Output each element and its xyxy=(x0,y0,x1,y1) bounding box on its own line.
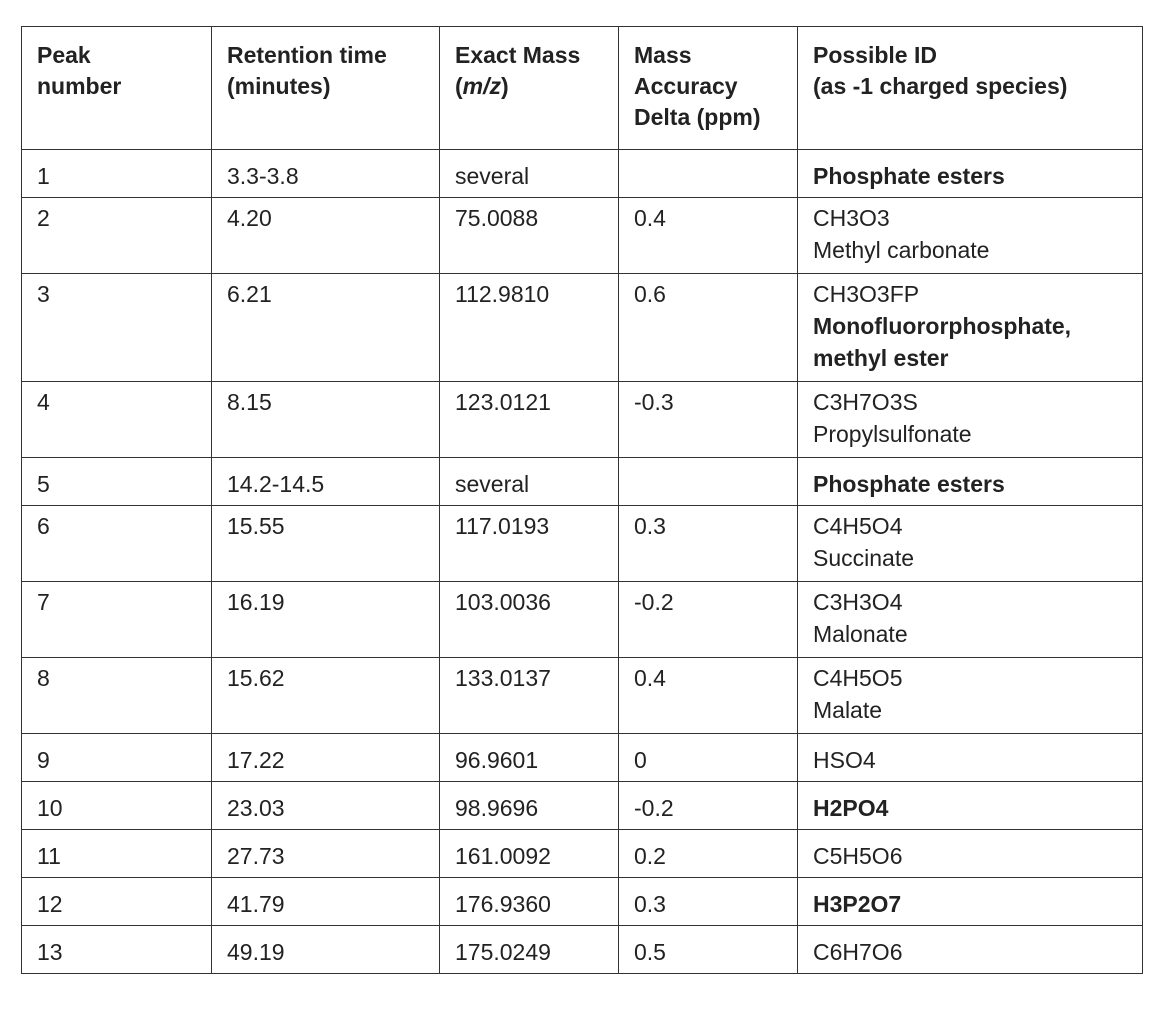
cell-exact-mass: 98.9696 xyxy=(440,782,619,830)
cell-exact-mass: 75.0088 xyxy=(440,198,619,274)
cell-peak-number: 9 xyxy=(22,734,212,782)
cell-possible-id xyxy=(798,458,1143,506)
header-text: Retention time xyxy=(227,42,387,68)
cell-possible-id xyxy=(798,782,1143,830)
peak-id-table xyxy=(21,26,1143,974)
table-row xyxy=(22,274,1143,382)
cell-retention-time: 15.62 xyxy=(212,658,440,734)
id-name: Malate xyxy=(813,697,883,723)
id-formula: C4H5O4 xyxy=(813,513,903,539)
cell-peak-number: 13 xyxy=(22,926,212,974)
header-exact-mass xyxy=(440,27,619,150)
header-text-italic: m/z xyxy=(462,73,502,99)
cell-retention-time: 23.03 xyxy=(212,782,440,830)
header-text: ) xyxy=(501,73,509,99)
cell-possible-id xyxy=(798,734,1143,782)
cell-possible-id xyxy=(798,382,1143,458)
table-header-row xyxy=(22,27,1143,150)
table-row xyxy=(22,458,1143,506)
cell-peak-number: 3 xyxy=(22,274,212,382)
table-row xyxy=(22,150,1143,198)
cell-exact-mass: 103.0036 xyxy=(440,582,619,658)
cell-retention-time: 4.20 xyxy=(212,198,440,274)
cell-mass-delta: 0.5 xyxy=(619,926,798,974)
cell-mass-delta: 0.3 xyxy=(619,878,798,926)
cell-retention-time: 15.55 xyxy=(212,506,440,582)
cell-retention-time: 27.73 xyxy=(212,830,440,878)
cell-retention-time: 14.2-14.5 xyxy=(212,458,440,506)
cell-exact-mass: 117.0193 xyxy=(440,506,619,582)
header-mass-accuracy xyxy=(619,27,798,150)
cell-mass-delta: 0.3 xyxy=(619,506,798,582)
cell-exact-mass: 161.0092 xyxy=(440,830,619,878)
cell-mass-delta: 0.2 xyxy=(619,830,798,878)
cell-retention-time: 8.15 xyxy=(212,382,440,458)
header-text: Delta (ppm) xyxy=(634,104,761,130)
id-name: C5H5O6 xyxy=(813,843,903,869)
cell-mass-delta: 0.4 xyxy=(619,658,798,734)
cell-peak-number: 7 xyxy=(22,582,212,658)
cell-mass-delta: 0 xyxy=(619,734,798,782)
cell-possible-id xyxy=(798,582,1143,658)
cell-mass-delta xyxy=(619,458,798,506)
cell-peak-number: 5 xyxy=(22,458,212,506)
header-text: Mass xyxy=(634,42,692,68)
id-formula: C3H7O3S xyxy=(813,389,918,415)
id-name: Monofluororphosphate, xyxy=(813,313,1072,339)
table-row xyxy=(22,782,1143,830)
id-name: Phosphate esters xyxy=(813,471,1005,497)
table-row xyxy=(22,582,1143,658)
table-row xyxy=(22,878,1143,926)
id-name: C6H7O6 xyxy=(813,939,903,965)
cell-retention-time: 3.3-3.8 xyxy=(212,150,440,198)
cell-peak-number: 12 xyxy=(22,878,212,926)
id-name: HSO4 xyxy=(813,747,876,773)
id-formula: C4H5O5 xyxy=(813,665,903,691)
cell-possible-id xyxy=(798,150,1143,198)
id-name: Propylsulfonate xyxy=(813,421,972,447)
header-text: Exact Mass xyxy=(455,42,581,68)
id-name: Phosphate esters xyxy=(813,163,1005,189)
header-text: (as -1 charged species) xyxy=(813,73,1068,99)
cell-exact-mass: 112.9810 xyxy=(440,274,619,382)
cell-retention-time: 49.19 xyxy=(212,926,440,974)
cell-mass-delta xyxy=(619,150,798,198)
cell-possible-id xyxy=(798,198,1143,274)
header-text: Possible ID xyxy=(813,42,937,68)
table-body xyxy=(22,150,1143,974)
cell-possible-id xyxy=(798,274,1143,382)
id-name-continued: methyl ester xyxy=(813,345,949,371)
id-name: Succinate xyxy=(813,545,915,571)
cell-mass-delta: -0.2 xyxy=(619,782,798,830)
cell-exact-mass: 175.0249 xyxy=(440,926,619,974)
cell-exact-mass: 176.9360 xyxy=(440,878,619,926)
id-name: H3P2O7 xyxy=(813,891,902,917)
cell-retention-time: 41.79 xyxy=(212,878,440,926)
table-row xyxy=(22,926,1143,974)
cell-mass-delta: 0.4 xyxy=(619,198,798,274)
header-text: ( xyxy=(455,73,463,99)
cell-peak-number: 8 xyxy=(22,658,212,734)
id-name: H2PO4 xyxy=(813,795,889,821)
header-text: Peak xyxy=(37,42,91,68)
cell-possible-id xyxy=(798,830,1143,878)
cell-exact-mass: 96.9601 xyxy=(440,734,619,782)
cell-retention-time: 16.19 xyxy=(212,582,440,658)
table-row xyxy=(22,734,1143,782)
cell-possible-id xyxy=(798,506,1143,582)
cell-retention-time: 17.22 xyxy=(212,734,440,782)
cell-peak-number: 10 xyxy=(22,782,212,830)
header-peak-number xyxy=(22,27,212,150)
cell-exact-mass: several xyxy=(440,150,619,198)
cell-possible-id xyxy=(798,878,1143,926)
id-name: Methyl carbonate xyxy=(813,237,990,263)
header-possible-id xyxy=(798,27,1143,150)
id-formula: C3H3O4 xyxy=(813,589,903,615)
cell-exact-mass: 123.0121 xyxy=(440,382,619,458)
cell-peak-number: 4 xyxy=(22,382,212,458)
cell-peak-number: 11 xyxy=(22,830,212,878)
cell-peak-number: 2 xyxy=(22,198,212,274)
header-text: Accuracy xyxy=(634,73,738,99)
cell-mass-delta: -0.2 xyxy=(619,582,798,658)
id-name: Malonate xyxy=(813,621,908,647)
id-formula: CH3O3 xyxy=(813,205,890,231)
table-row xyxy=(22,658,1143,734)
table-row xyxy=(22,198,1143,274)
table-row xyxy=(22,382,1143,458)
cell-possible-id xyxy=(798,658,1143,734)
cell-mass-delta: 0.6 xyxy=(619,274,798,382)
cell-retention-time: 6.21 xyxy=(212,274,440,382)
cell-possible-id xyxy=(798,926,1143,974)
header-text: (minutes) xyxy=(227,73,331,99)
header-text: number xyxy=(37,73,122,99)
cell-peak-number: 6 xyxy=(22,506,212,582)
table-row xyxy=(22,506,1143,582)
id-formula: CH3O3FP xyxy=(813,281,920,307)
cell-exact-mass: 133.0137 xyxy=(440,658,619,734)
table-row xyxy=(22,830,1143,878)
cell-mass-delta: -0.3 xyxy=(619,382,798,458)
cell-peak-number: 1 xyxy=(22,150,212,198)
header-text-mz xyxy=(455,71,603,102)
header-retention-time xyxy=(212,27,440,150)
cell-exact-mass: several xyxy=(440,458,619,506)
